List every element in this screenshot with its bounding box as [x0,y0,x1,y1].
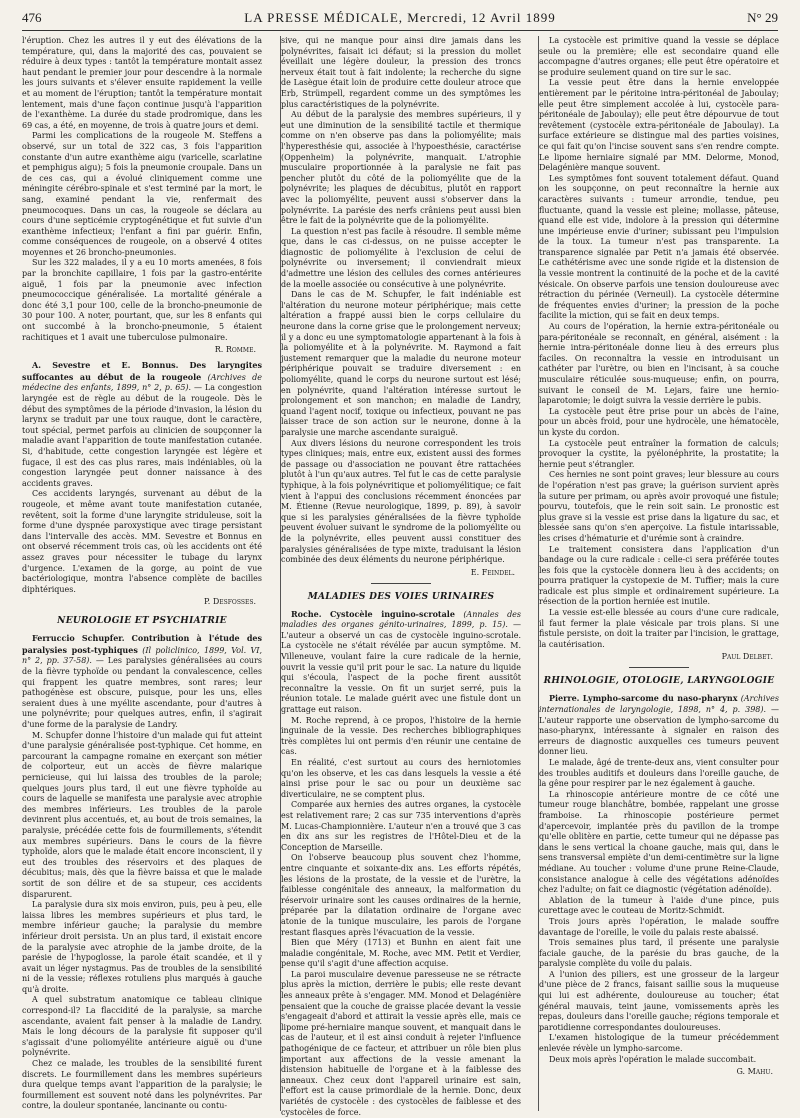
author-signature: Paul Delbet. [721,652,773,662]
paragraph: La paralysie dura six mois environ, puis, peu à peu, elle laissa libres les membres supérieurs et plus tard, le membre inférieur gauche; la paralysie du membre inférieur droit persista. Un an plus tard, il existait encore de la paralysie avec atrophie de la jambe droite, de la parésie de l'hypoglosse, la parole était scandée, et il y avait un léger nystagmus. Pas de troubles de la sensibilité ni de la vessie; réflexes rotuliens plus marqués à gauche qu'à droite. [22,900,262,994]
paragraph: L'auteur a observé un cas de cystocèle inguino-scrotale. La cystocèle ne s'était révélée par aucun symptôme. M. Villeneuve, voulant faire la cure radicale de la hernie, ouvrit la vessie qu'il prit pour le sac. La nature du liquide qui s'écoula, l'aspect de la poche firent aussitôt reconnaître la vessie. On fit un surjet serré, puis la réunion totale. Le malade guérit avec une fistule dont un grattage eut raison. [281,630,521,715]
paragraph: Deux mois après l'opération le malade succombait. [549,1054,757,1064]
paragraph: La vessie est-elle blessée au cours d'une cure radicale, il faut fermer la plaie vésicale par trois plans. Si une fistule persiste, on doit la traiter par l'incision, le grattage, la cautérisation. [539,608,779,649]
paragraph: Comparée aux hernies des autres organes, la cystocèle est relativement rare; 2 cas sur 735 interventions d'après M. Lucas-Championnière. L'auteur n'en a trouvé que 3 cas en dix ans sur les registres de l'Hôtel-Dieu et de la Conception de Marseille. [281,800,521,852]
article-heading: Roche. Cystocèle inguino-scrotale (Annales des maladies des organes génito-urinaires, 1899, p. 15). — L'auteur a observé un cas de cystocèle inguino-scrotale. La cystocèle ne s'était révélée par aucun symptôme. M. Villeneuve, voulant faire la cure radicale de la hernie, ouvrit la vessie qu'il prit pour le sac. La nature du liquide qui s'écoula, l'aspect de la poche firent aussitôt reconnaître la vessie. On fit un surjet serré, puis la réunion totale. Le malade guérit avec une fistule dont un grattage eut raison. [281,608,522,715]
column-2 [280,36,522,1117]
paragraph: La question n'est pas facile à résoudre. Il semble même que, dans le cas ci-dessus, on ne puisse accepter le diagnostic de poliomyélite à l'exclusion de celui de polynévrite ou inversement; il conviendrait mieux d'admettre une lésion des cellules des cornes antérieures de la moelle associée ou consécutive à une polynévrite. [281,226,521,289]
section-divider [629,667,689,668]
paragraph: M. Schupfer donne l'histoire d'un malade qui fut atteint d'une paralysie généralisée post-typhique. Cet homme, en parcourant la campagne romaine en exerçant son métier de colporteur, eut un accès de fièvre malarique pernicieuse, qui lui laissa des troubles de la parole; quelques jours plus tard, il eut une fièvre typhoïde au cours de laquelle se manifesta une paralysie avec atrophie des membres inférieurs. Les troubles de la parole devinrent plus accentués, et, au bout de trois semaines, la paralysie, précédée cette fois de fourmillements, s'étendit aux membres supérieurs. Dans le cours de la fièvre typhoïde, alors que le malade était encore inconscient, il y eut des troubles des réservoirs et des plaques de décubitus; mais, dès que la fièvre baissa et que le malade sortit de son délire et de sa stupeur, ces accidents disparurent. [22,730,262,899]
article-heading: Pierre. Lympho-sarcome du naso-pharynx (Archives internationales de laryngologie, 1898, n° 4, p. 398). — L'auteur rapporte une observation de lympho-sarcome du naso-pharynx, intéressante à signaler en raison des erreurs de diagnostic auxquelles ces tumeurs peuvent donner lieu. [539,693,779,757]
author-signature: P. Desfosses. [204,597,256,607]
paragraph: Le traitement consistera dans l'application d'un bandage ou la cure radicale : celle-ci sera préférée toutes les fois que la cystocèle donnera lieu à des accidents; on pourra pratiquer la cystopexie de M. Tuffier; mais la cure radicale est plus simple et ordinairement supérieure. La résection de la portion herniée est inutile. [539,544,779,607]
article-heading: A. Sevestre et E. Bonnus. Des laryngites suffocantes au début de la rougeole (Archives de médecine des enfants, 1899, n° 2, p. 65). — La congestion laryngée est de règle au début de la rougeole. Dès le début des symptômes de la période d'invasion, la lésion du larynx se traduit par une toux rauque, dont le caractère, tout spécial, permet parfois au clinicien de soupçonner la maladie avant l'apparition de toute manifestation cutanée. Si, d'habitude, cette congestion laryngée est légère et fugace, il est des cas plus rares, mais indéniables, où la congestion laryngée peut donner naissance à des accidents graves. [22,360,263,488]
paragraph: Au début de la paralysie des membres supérieurs, il y eut une diminution de la sensibilité tactile et thermique comme on n'en observe pas dans la poliomyélite; mais l'hyperesthésie qui, associée à l'hypoesthésie, caractérise (Oppenheim) la polynévrite, manquait. L'atrophie musculaire proportionnée à la paralysie ne fait pas pencher plutôt du côté de la poliomyélite que de la polynévrite; les plaques de décubitus, plutôt en rapport avec la poliomyélite, peuvent aussi s'observer dans la polynévrite. La parésie des nerfs crâniens peut aussi bien être le fait de la polynévrite que de la poliomyélite. [281,110,521,226]
columns [22,36,779,1117]
author-signature: R. Romme. [214,345,256,355]
paragraph: La paroi musculaire devenue paresseuse ne se rétracte plus après la miction, derrière le pubis; elle reste devant les anneaux prête à s'engager. MM. Monod et Delagénière pensaient que la couche de graisse placée devant la vessie s'engageait d'abord et attirait la vessie après elle, mais ce lipome pré-herniaire manque souvent, et manquait dans le cas de l'auteur, et il est ainsi conduit à rejeter l'influence pathogénique de ce facteur, et attribuer un rôle bien plus important aux affections de la vessie amenant la distension habituelle de l'organe et à la faiblesse des anneaux. Chez ceux dont l'appareil urinaire est sain, l'effort est la cause primordiale de la hernie. Donc, deux variétés de cystocèle : des cystocèles de faiblesse et des cystocèles de force. [281,969,521,1117]
paragraph: La cystocèle est primitive quand la vessie se déplace seule ou la première; elle est secondaire quand elle accompagne d'autres organes; elle peut être opératoire et se produire seulement quand on tire sur le sac. [539,36,779,77]
article-reference: (Archives de médecine des enfants, 1899, n° 2, p. 65). [22,372,262,393]
paragraph: Ablation de la tumeur à l'aide d'une pince, puis curettage avec le couteau de Moritz-Schmidt. [539,895,779,916]
paragraph: Chez ce malade, les troubles de la sensibilité furent discrets. Le fourmillement dans les membres supérieurs dura quelque temps avant l'apparition de la paralysie; le fourmillement est souvent noté dans les polynévrites. Par contre, la douleur spontanée, lancinante ou contu- [22,1059,262,1111]
article-reference: (Il policlinico, 1899, Vol. VI, n° 2, pp. 37-58). [22,645,263,666]
paragraph: Aux divers lésions du neurone correspondent les trois types cliniques; mais, entre eux, existent aussi des formes de passage ou d'association ne pouvant être rattachées plutôt à l'un qu'aux autres. Tel fut le cas de cette paralysie typhique, à la fois polynévritique et poliomyélitique; ce fait vient à l'appui des conclusions récemment énoncées par M. Étienne (Revue neurologique, 1899, p. 89), à savoir que si les paralysies généralisées de la fièvre typhoïde peuvent évoluer suivant le syndrome de la poliomyélite ou de la polynévrite, elles peuvent aussi constituer des paralysies généralisées de type mixte, traduisant la lésion combinée des deux éléments du neurone périphérique. [281,438,521,565]
paragraph: sive, qui ne manque pour ainsi dire jamais dans les polynévrites, faisait ici défaut; si la pression du mollet éveillait une légère douleur, la pression des troncs nerveux était tout à fait indolente; la recherche du signe de Lasègue était loin de produire cette douleur atroce que Erb, Strümpell, regardent comme un des symptômes les plus caractéristiques de la polynévrite. [281,36,521,109]
paragraph: On l'observe beaucoup plus souvent chez l'homme, entre cinquante et soixante-dix ans. Les efforts répétés, les lésions de la prostate, de la vessie et de l'urètre, la faiblesse congénitale des anneaux, la malformation du réservoir urinaire sont les causes ordinaires de la hernie, préparée par la dilatation ordinaire de l'organe avec atonie de la tunique musculaire, les parois de l'organe restant flasques après l'évacuation de la vessie. [281,853,521,937]
section-heading: MALADIES DES VOIES URINAIRES [307,591,495,602]
author-signature: G. Mahu. [736,1067,773,1077]
paragraph: Les symptômes font souvent totalement défaut. Quand on les soupçonne, on peut reconnaître la hernie aux caractères suivants : tumeur arrondie, tendue, peu fluctuante, quand la vessie est pleine; mollasse, pâteuse, quand elle est vide, indolore à la pression qui détermine une impérieuse envie d'uriner; subissant peu l'impulsion de la toux. La tumeur n'est pas transparente. La transparence signalée par Petit n'a jamais été observée. Le cathétérisme avec une sonde rigide et la distension de la vessie montrent la continuité de la poche et de la cavité vésicale. On observe parfois une tension douloureuse avec rétraction du périnée (Verneuil). La cystocèle détermine de fréquentes envies d'uriner; la pression de la poche facilite la miction, qui se fait en deux temps. [539,173,779,321]
paragraph: La cystocèle peut être prise pour un abcès de l'aine, pour un abcès froid, pour une hydrocèle, une hématocèle, un kyste du cordon. [539,406,779,437]
section-heading: NEUROLOGIE ET PSYCHIATRIE [57,616,227,627]
paragraph: En réalité, c'est surtout au cours des herniotomies qu'on les observe, et les cas dans lesquels la vessie a été ainsi prise pour le sac ou pour un deuxième sac diverticulaire, ne se comptent plus. [281,758,521,799]
section-heading: RHINOLOGIE, OTOLOGIE, LARYNGOLOGIE [543,676,775,687]
paragraph: Trois jours après l'opération, le malade souffre davantage de l'oreille, le voile du palais reste abaissé. [539,916,779,937]
article-title: Lympho-sarcome du naso-pharynx [582,693,738,704]
paragraph: La vessie peut être dans la hernie enveloppée entièrement par le péritoine intra-péritonéal de Jaboulay; elle peut être simplement accolée à lui, cystocèle para-péritonéale de Jaboulay); elle peut être dépourvue de tout revêtement (cystocèle extra-péritonéale de Jaboulay). La surface extérieure se distingue mal des parties voisines, ce qui fait qu'on l'incise souvent sans s'en rendre compte. Le lipome herniaire signalé par MM. Delorme, Monod, Delagénière manque souvent. [539,78,779,173]
paragraph: Les paralysies généralisées au cours de la fièvre typhoïde ou pendant la convalescence, celles qui frappent les quatre membres, sont rares; leur pathogénèse est obscure, puisque, pour les uns, elles seraient dues à une myélite ascendante, pour d'autres à une polynévrite; pour quelques autres, enfin, il s'agirait d'une forme de la paralysie de Landry. [22,656,263,730]
paragraph: L'auteur rapporte une observation de lympho-sarcome du naso-pharynx, intéressante à signaler en raison des erreurs de diagnostic auxquelles ces tumeurs peuvent donner lieu. [539,715,779,757]
author-signature: E. Feindel. [470,567,515,577]
column-1 [22,36,262,1111]
section-divider [371,583,431,584]
article-authors: A. Sevestre et E. Bonnus. [32,360,179,371]
paragraph: La congestion laryngée est de règle au début de la rougeole. Dès le début des symptômes de la période d'invasion, la lésion du larynx se traduit par une toux rauque, dont le caractère, tout spécial, permet parfois au clinicien de soupçonner la maladie avant l'apparition de toute manifestation cutanée. Si, d'habitude, cette congestion laryngée est légère et fugace, il est des cas plus rares, mais indéniables, où la congestion laryngée peut donner naissance à des accidents graves. [22,383,262,488]
paragraph: Sur les 322 malades, il y a eu 10 morts amenées, 8 fois par la bronchite capillaire, 1 fois par la gastro-entérite aiguë, 1 fois par la pneumonie avec infection pneumococcique généralisée. La mortalité générale a donc été 3,1 pour 100, celle de la broncho-pneumonie de 30 pour 100. A noter, pourtant, que, sur les 8 enfants qui ont succombé à la broncho-pneumonie, 5 étaient rachitiques et 1 avait une tuberculose pulmonaire. [22,258,262,342]
article-authors: Roche. [291,608,322,619]
article-authors: Ferruccio Schupfer. [32,633,125,644]
paragraph: A quel substratum anatomique ce tableau clinique correspond-il? La flaccidité de la paralysie, sa marche ascendante, avaient fait penser à la maladie de Landry. Mais le long décours de la paralysie fit supposer qu'il s'agissait d'une poliomyélite antérieure aiguë ou d'une polynévrite. [22,995,262,1058]
article-reference: (Archives internationales de laryngologie, 1898, n° 4, p. 398). [539,694,779,715]
paragraph: Ces accidents laryngés, survenant au début de la rougeole, et même avant toute manifestation cutanée, revêtent, soit la forme d'une laryngite striduleuse, soit la forme d'une dyspnée paroxystique avec tirage persistant dans l'intervalle des accès. MM. Sevestre et Bonnus en ont observé récemment trois cas, où les accidents ont été assez graves pour nécessiter le tubage du larynx d'urgence. L'examen de la gorge, au point de vue bactériologique, montra l'absence complète de bacilles diphtériques. [22,489,262,594]
paragraph: La cystocèle peut entraîner la formation de calculs; provoquer la cystite, la pyélonéphrite, la prostatite; la hernie peut s'étrangler. [539,438,779,469]
article-title: Des laryngites suffocantes au début de la rougeole [22,360,263,382]
page-number: 476 [22,10,42,25]
paragraph: l'éruption. Chez les autres il y eut des élévations de la température, qui, dans la majorité des cas, pouvaient se réduire à deux types : tantôt la température montait assez haut pendant le premier jour pour descendre à la normale les jours suivants et s'élever ensuite rapidement la veille et au moment de l'éruption; tantôt la température montait lentement, mais d'une façon continue jusqu'à l'apparition de l'exanthème. La durée du stade prodromique, dans les 69 cas, a été, en moyenne, de trois à quatre jours et demi. [22,36,262,130]
paragraph: Parmi les complications de la rougeole M. Steffens a observé, sur un total de 322 cas, 3 fois l'apparition constante d'un autre exanthème aigu (varicelle, scarlatine et pemphigus aigu); 5 fois la pneumonie croupale. Dans un de ces cas, qui a évolué cliniquement comme une méningite cérébro-spinale et s'est terminé par la mort, le sang, examiné pendant la vie, renfermait des pneumocoques. Dans un cas, la rougeole se déclara au cours d'une septicémie cryptogénétique et fut suivie d'un exanthème infectieux; l'enfant a fini par guérir. Enfin, comme conséquences de rougeole, on a observé 4 otites moyennes et 26 broncho-pneumonies. [22,131,262,257]
paragraph: Au cours de l'opération, la hernie extra-péritonéale ou para-péritonéale se reconnaît, en général, aisément : la hernie intra-péritonéale donne lieu à des erreurs plus faciles. On reconnaîtra la vessie en introduisant un cathéter par l'urètre, ou bien en l'incisant, à sa couche musculaire réticulée sous-muqueuse; enfin, on pourra, suivant le conseil de M. Lejars, faire une hernio-laparotomie; le doigt suivra la vessie derrière le pubis. [539,322,779,406]
paragraph: Ces hernies ne sont point graves; leur blessure au cours de l'opération n'est pas grave; la guérison survient après la suture per primam, ou après avoir provoqué une fistule; pourvu, toutefois, que le rein soit sain. Le pronostic est plus grave si la vessie est prise dans la ligature du sac, et blessée sans qu'on s'en aperçoive. La fistule intarissable, les crises d'hématurie et d'urémie sont à craindre. [539,470,779,543]
paragraph: Trois semaines plus tard, il présente une paralysie faciale gauche, de la parésie du bras gauche, de la paralysie complète du voile du palais. [539,938,779,969]
column-3 [538,36,779,1111]
article-title: Cystocèle inguino-scrotale [329,608,455,619]
paragraph: Dans le cas de M. Schupfer, le fait indéniable est l'altération du neurone moteur périphérique; mais cette altération a frappé aussi bien le corps cellulaire du neurone dans la corne grise que le prolongement nerveux; il y a donc eu une symptomatologie appartenant à la fois à la poliomyélite et à la polynévrite. M. Raymond a fait justement remarquer que la maladie du neurone moteur périphérique pouvait se traduire diversement : en poliomyélite, quand le corps du neurone surtout est lésé; en polynévrite, quand l'altération intéresse surtout le prolongement et son manchon; en maladie de Landry, quand l'agent nocif, toxique ou infectieux, pouvant ne pas laisser trace de son action sur le neurone, donne à la paralysie une marche ascendante suraiguë. [281,290,521,437]
article-title: Contribution à l'étude des paralysies post-typhiques [22,633,262,655]
paragraph: Bien que Méry (1713) et Bunhn en aient fait une maladie congénitale, M. Roche, avec MM. Petit et Verdier, pense qu'il s'agit d'une affection acquise. [281,938,521,969]
article-heading: Ferruccio Schupfer. Contribution à l'étude des paralysies post-typhiques (Il policlinico, 1899, Vol. VI, n° 2, pp. 37-58). — Les paralysies généralisées au cours de la fièvre typhoïde ou pendant la convalescence, celles qui frappent les quatre membres, sont rares; leur pathogénèse est obscure, puisque, pour les uns, elles seraient dues à une myélite ascendante, pour d'autres à une polynévrite; pour quelques autres, enfin, il s'agirait d'une forme de la paralysie de Landry. [22,633,263,730]
running-header [22,6,778,31]
paragraph: Le malade, âgé de trente-deux ans, vient consulter pour des troubles auditifs et douleurs dans l'oreille gauche, de la gêne pour respirer par le nez également à gauche. [539,758,779,789]
article-reference: (Annales des maladies des organes génito-urinaires, 1899, p. 15). [281,609,522,630]
journal-title: LA PRESSE MÉDICALE, Mercredi, 12 Avril 1899 [244,10,556,25]
issue-number: N° 29 [747,10,778,25]
paragraph: L'examen histologique de la tumeur précédemment enlevée révèle un lympho-sarcome. [539,1033,779,1054]
paragraph: M. Roche reprend, à ce propos, l'histoire de la hernie inguinale de la vessie. Des recherches bibliographiques très complètes lui ont permis d'en réunir une centaine de cas. [281,715,521,757]
article-authors: Pierre. [549,693,580,704]
paragraph: A l'union des piliers, est une grosseur de la largeur d'une pièce de 2 francs, faisant saillie sous la muqueuse qui lui est adhérente, douloureuse au toucher; état général mauvais, teint jaune, vomissements après les repas, douleurs dans l'oreille gauche; régions temporale et parotidienne correspondantes douloureuses. [539,969,779,1032]
paragraph: La rhinoscopie antérieure montre de ce côté une tumeur rouge blanchâtre, bombée, rappelant une grosse framboise. La rhinoscopie postérieure permet d'apercevoir, implantée près du pavillon de la trompe qu'elle oblitère en partie, cette tumeur qui ne dépasse pas dans le sens vertical la choane gauche, mais qui, dans le sens transversal empiète d'un demi-centimètre sur la ligne médiane. Au toucher : volume d'une prune Reine-Claude, consistance analogue à celle des végétations adénoïdes chez l'adulte; on fait ce diagnostic (végétation adénoïde). [539,789,779,895]
